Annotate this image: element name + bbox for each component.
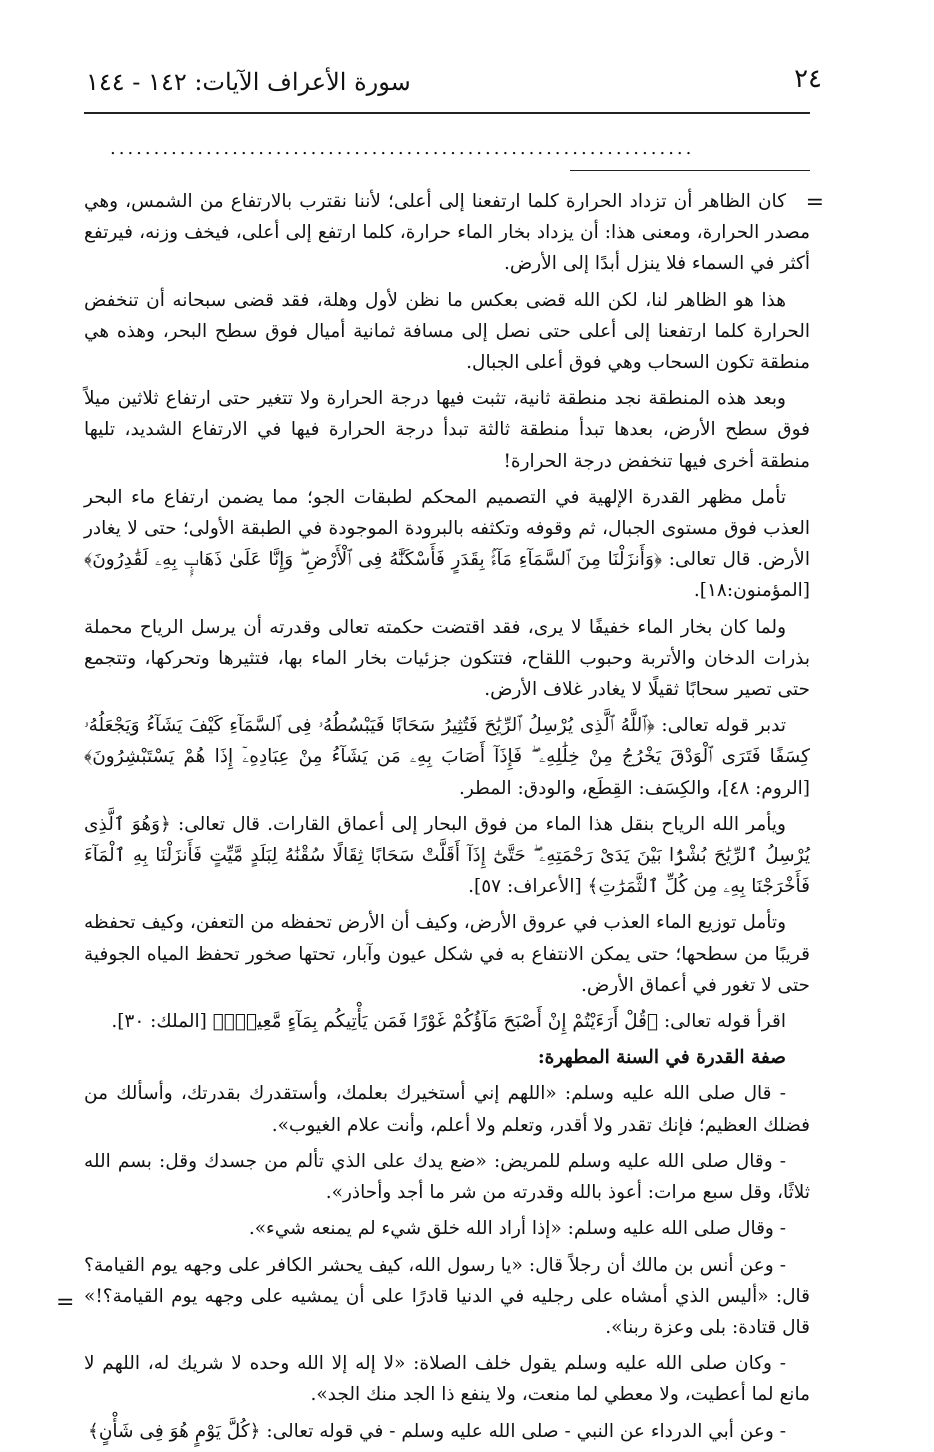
paragraph: ولما كان بخار الماء خفيفًا لا يرى، فقد اقتضت حكمته تعالى وقدرته أن يرسل الرياح محملة بذرات الدخان والأتربة وحبوب اللقاح، فتتكون جزئيات بخار الماء بها، فتثيرها وتحركها، وتتجمع حتى تصير سحابًا ثقيلًا لا يغادر غلاف الأرض. <box>84 616 810 701</box>
paragraph: اقرأ قوله تعالى: ﴿قُلْ أَرَءَيْتُمْ إِنْ أَصْبَحَ مَآؤُكُمْ غَوْرًا فَمَن يَأْتِيكُم بِمَآءٍ مَّعِينٍۭ﴾ [الملك: ٣٠]. <box>111 1011 786 1033</box>
hadith-item: - وقال صلى الله عليه وسلم: «إذا أراد الله خلق شيء لم يمنعه شيء». <box>248 1218 786 1240</box>
hadith-item: - وقال صلى الله عليه وسلم للمريض: «ضع يدك على الذي تألم من جسدك وقل: بسم الله ثلاثًا، وقل سبع مرات: أعوذ بالله وقدرته من شر ما أجد وأحاذر». <box>84 1150 810 1204</box>
footnote-separator <box>570 170 810 171</box>
paragraph: هذا هو الظاهر لنا، لكن الله قضى بعكس ما نظن لأول وهلة، فقد قضى سبحانه أن تنخفض الحرارة كلما ارتفعنا إلى أعلى حتى نصل إلى مسافة ثمانية أميال فوق سطح البحر، وهذه هي منطقة تكون السحاب وهي فوق أعلى الجبال. <box>84 289 810 374</box>
page-body <box>84 186 810 1452</box>
section-heading: صفة القدرة في السنة المطهرة: <box>537 1047 786 1069</box>
paragraph: تأمل مظهر القدرة الإلهية في التصميم المحكم لطبقات الجو؛ مما يضمن ارتفاع ماء البحر العذب فوق مستوى الجبال، ثم وقوفه وتكثفه بالبرودة الموجودة في الطبقة الأولى؛ حتى لا يغادر الأرض. قال تعالى: ﴿وَأَنزَلْنَا مِنَ ٱلسَّمَآءِ مَآءًۢ بِقَدَرٍ فَأَسْكَنَّٰهُ فِى ٱلْأَرْضِ ۖ وَإِنَّا عَلَىٰ ذَهَابٍۭ بِهِۦ لَقَٰدِرُونَ﴾ [المؤمنون:١٨]. <box>84 486 810 602</box>
hadith-item: - وعن أبي الدرداء عن النبي - صلى الله عليه وسلم - في قوله تعالى: ﴿كُلَّ يَوْمٍ هُوَ فِى شَأْنٍ﴾ <box>87 1420 786 1442</box>
paragraph: وتأمل توزيع الماء العذب في عروق الأرض، وكيف أن الأرض تحفظه من التعفن، وكيف تحفظه قريبًا من سطحها؛ حتى يمكن الانتفاع به في شكل عيون وآبار، تحتها صخور تحفظ المياه الجوفية حتى لا تغور في أعماق الأرض. <box>84 912 810 996</box>
paragraph: وبعد هذه المنطقة نجد منطقة ثانية، تثبت فيها درجة الحرارة ولا تتغير حتى ارتفاع ثلاثين ميلاً فوق سطح الأرض، بعدها تبدأ منطقة ثالثة تبدأ درجة الحرارة فيها في الارتفاع الشديد، تليها منطقة أخرى فيها تنخفض درجة الحرارة! <box>84 388 810 472</box>
hadith-item: - قال صلى الله عليه وسلم: «اللهم إني أستخيرك بعلمك، وأستقدرك بقدرتك، وأسألك من فضلك العظيم؛ فإنك تقدر ولا أقدر، وتعلم ولا أعلم، وأنت علام الغيوب». <box>84 1083 810 1136</box>
paragraph: تدبر قوله تعالى: ﴿ٱللَّهُ ٱلَّذِى يُرْسِلُ ٱلرِّيَٰحَ فَتُثِيرُ سَحَابًا فَيَبْسُطُهُۥ فِى ٱلسَّمَآءِ كَيْفَ يَشَآءُ وَيَجْعَلُهُۥ كِسَفًا فَتَرَى ٱلْوَدْقَ يَخْرُجُ مِنْ خِلَٰلِهِۦ ۖ فَإِذَآ أَصَابَ بِهِۦ مَن يَشَآءُ مِنْ عِبَادِهِۦٓ إِذَا هُمْ يَسْتَبْشِرُونَ﴾ [الروم: ٤٨]، والكِسَف: القِطَع، والودق: المطر. <box>84 715 810 799</box>
running-header-title: سورة الأعراف الآيات: ١٤٢ - ١٤٤ <box>86 68 411 96</box>
paragraph: كان الظاهر أن تزداد الحرارة كلما ارتفعنا إلى أعلى؛ لأننا نقترب بالارتفاع من الشمس، وهي مصدر الحرارة، ومعنى هذا: أن يزداد بخار الماء حرارة، كلما ارتفع إلى أعلى، فيخف وزنه، فيرتفع أكثر في السماء فلا ينزل أبدًا إلى الأرض. <box>84 191 810 275</box>
hadith-item: - وعن أنس بن مالك أن رجلاً قال: «يا رسول الله، كيف يحشر الكافر على وجهه يوم القيامة؟ قال: «أليس الذي أمشاه على رجليه في الدنيا قادرًا على أن يمشيه على وجهه يوم القيامة؟!» قال قتادة: بلى وعزة ربنا». <box>84 1254 810 1338</box>
page-number: ٢٤ <box>794 64 822 94</box>
ellipsis-dots: ................................................................... <box>110 138 695 159</box>
continuation-mark-bottom: = <box>56 1290 75 1315</box>
header-rule <box>84 112 810 114</box>
paragraph: ويأمر الله الرياح بنقل هذا الماء من فوق البحار إلى أعماق القارات. قال تعالى: ﴿وَهُوَ ٱلَّذِى يُرْسِلُ ٱلرِّيَٰحَ بُشْرًۢا بَيْنَ يَدَىْ رَحْمَتِهِۦ ۖ حَتَّىٰٓ إِذَآ أَقَلَّتْ سَحَابًا ثِقَالًا سُقْنَٰهُ لِبَلَدٍ مَّيِّتٍ فَأَنزَلْنَا بِهِ ٱلْمَآءَ فَأَخْرَجْنَا بِهِۦ مِن كُلِّ ٱلثَّمَرَٰتِ﴾ [الأعراف: ٥٧]. <box>84 813 810 898</box>
hadith-item: - وكان صلى الله عليه وسلم يقول خلف الصلاة: «لا إله إلا الله وحده لا شريك له، اللهم لا مانع لما أعطيت، ولا معطي لما منعت، ولا ينفع ذا الجد منك الجد». <box>84 1353 810 1406</box>
continuation-mark-top: = <box>805 190 824 215</box>
